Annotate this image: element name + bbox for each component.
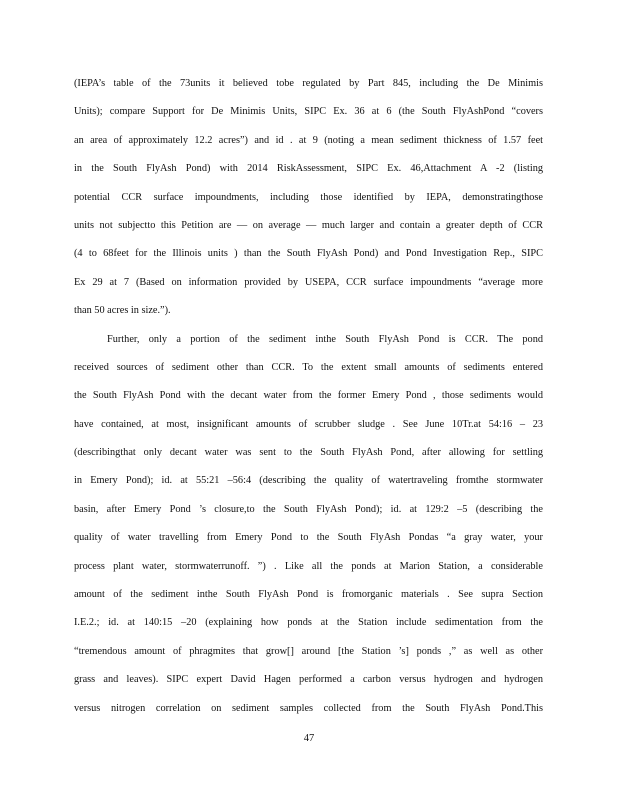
text-line: quality of water travelling from Emery Pond to the South FlyAsh Pondas “a gray water, your — [74, 532, 543, 544]
text-line: versus nitrogen correlation on sediment samples collected from the South FlyAsh Pond.This — [74, 702, 543, 714]
text-line: have contained, at most, insignificant amounts of scrubber sludge . See June 10Tr.at 54:16 – 23 — [74, 418, 543, 430]
text-line: “tremendous amount of phragmites that grow[] around [the Station ’s] ponds ,” as well as other — [74, 645, 543, 657]
text-line: Further, only a portion of the sediment inthe South FlyAsh Pond is CCR. The pond — [107, 333, 543, 345]
text-line: basin, after Emery Pond ’s closure,to the South FlyAsh Pond); id. at 129:2 –5 (describing the — [74, 503, 543, 515]
page-number: 47 — [303, 733, 315, 744]
text-line: (IEPA’s table of the 73units it believed tobe regulated by Part 845, including the De Minimis — [74, 78, 543, 89]
text-line: (describingthat only decant water was sent to the South FlyAsh Pond, after allowing for settling — [74, 447, 543, 459]
text-line: potential CCR surface impoundments, including those identified by IEPA, demonstratingthose — [74, 191, 543, 203]
text-line: Units); compare Support for De Minimis Units, SIPC Ex. 36 at 6 (the South FlyAshPond “covers — [74, 106, 543, 118]
text-line: amount of the sediment inthe South FlyAsh Pond is fromorganic materials . See supra Section — [74, 589, 543, 601]
text-line: units not subjectto this Petition are — on average — much larger and contain a greater depth of CCR — [74, 219, 543, 231]
text-line: I.E.2.; id. at 140:15 –20 (explaining how ponds at the Station include sedimentation from the — [74, 617, 543, 629]
text-line: (4 to 68feet for the Illinois units ) than the South FlyAsh Pond) and Pond Investigation Rep., SIPC — [74, 248, 543, 260]
text-line: the South FlyAsh Pond with the decant water from the former Emery Pond , those sediments would — [74, 390, 543, 402]
text-line: Ex 29 at 7 (Based on information provided by USEPA, CCR surface impoundments “average more — [74, 276, 543, 288]
text-line: in the South FlyAsh Pond) with 2014 RiskAssessment, SIPC Ex. 46,Attachment A -2 (listing — [74, 163, 543, 175]
body-text — [74, 70, 543, 723]
text-line: received sources of sediment other than CCR. To the extent small amounts of sediments entered — [74, 361, 543, 373]
text-line: an area of approximately 12.2 acres”) and id . at 9 (noting a mean sediment thickness of 1.57 feet — [74, 134, 543, 146]
text-line: process plant water, stormwaterrunoff. ”) . Like all the ponds at Marion Station, a considerable — [74, 560, 543, 572]
text-line: in Emery Pond); id. at 55:21 –56:4 (describing the quality of watertraveling fromthe stormwater — [74, 475, 543, 487]
text-line: grass and leaves). SIPC expert David Hagen performed a carbon versus hydrogen and hydrogen — [74, 674, 543, 686]
text-line: than 50 acres in size.”). — [74, 305, 171, 317]
